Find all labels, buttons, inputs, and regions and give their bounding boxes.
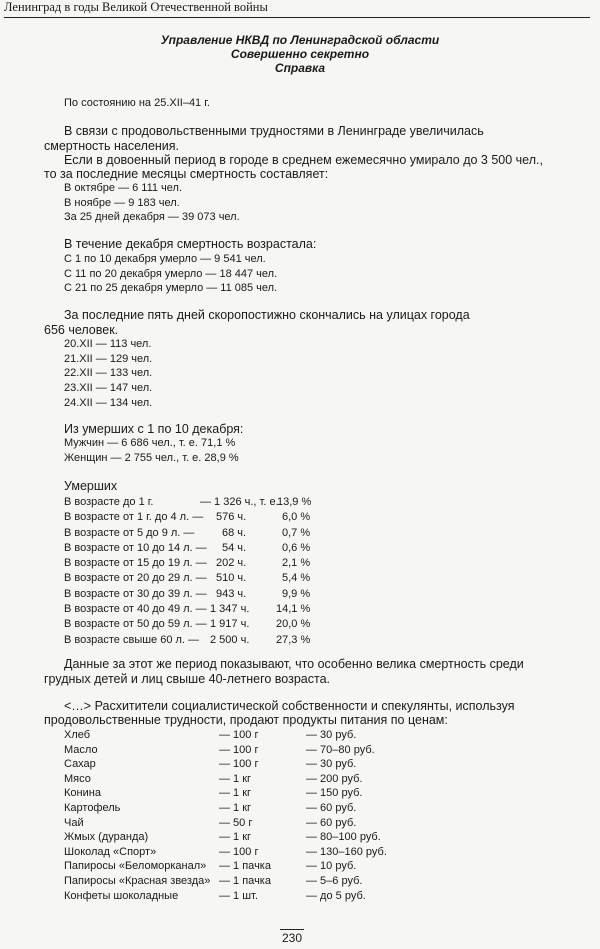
age-label: В возрасте от 1 г. до 4 л. — [64, 511, 204, 524]
table-row [64, 633, 324, 648]
price-qty: — 100 г [219, 845, 259, 858]
age-label: В возрасте от 30 до 39 л. — [64, 587, 207, 600]
price-item: Мясо [64, 772, 91, 785]
price-item: Конфеты шоколадные [64, 889, 179, 902]
price-item: Конина [64, 787, 101, 800]
age-label: В возрасте от 50 до 59 л. — [64, 618, 207, 631]
profiteers-para-line1: <…> Расхитители социалистической собственности и спекулянты, используя [64, 699, 515, 713]
price-qty: — 100 г [219, 743, 259, 756]
list-item: 21.XII — 129 чел. [64, 352, 153, 365]
page-number: 230 [281, 931, 303, 945]
title-nkvd: Управление НКВД по Ленинградской области [160, 33, 440, 47]
age-label: В возрасте от 15 до 19 л. — [64, 557, 207, 570]
streets-para-line1: За последние пять дней скоропостижно скончались на улицах города [64, 308, 470, 322]
list-item: С 1 по 10 декабря умерло — 9 541 чел. [64, 253, 266, 265]
list-item: 20.XII — 113 чел. [64, 338, 152, 350]
price-value: — 5–6 руб. [306, 874, 363, 887]
age-count: 2 500 ч. [210, 633, 250, 646]
age-count: 54 ч. [222, 541, 247, 554]
title-spravka: Справка [274, 61, 326, 75]
age-count: 943 ч. [216, 587, 247, 600]
list-item: 22.XII — 133 чел. [64, 367, 153, 380]
data-para-line2: грудных детей и лиц свыше 40-летнего возраста. [44, 672, 331, 686]
table-row [64, 587, 324, 602]
age-pct: 0,7 % [282, 526, 311, 539]
list-item: Мужчин — 6 686 чел., т. е. 71,1 % [64, 437, 236, 449]
para1-line2: смертность населения. [44, 139, 180, 153]
age-count: 202 ч. [216, 557, 247, 570]
running-head: Ленинград в годы Великой Отечественной войны [4, 0, 590, 18]
december-heading: В течение декабря смертность возрастала: [64, 237, 317, 251]
price-item: Сахар [64, 758, 96, 771]
monthly-deaths-list [64, 181, 240, 225]
price-item: Папиросы «Беломорканал» [64, 860, 207, 873]
price-value: — 60 руб. [306, 801, 357, 814]
age-pct: 2,1 % [282, 557, 311, 570]
price-qty: — 50 г [219, 816, 253, 829]
price-item: Шоколад «Спорт» [64, 845, 157, 858]
price-value: — 150 руб. [306, 787, 363, 800]
list-item: В октябре — 6 111 чел. [64, 182, 182, 194]
table-row [64, 571, 324, 586]
para2-line2: то за последние месяцы смертность составляет: [44, 167, 329, 181]
streets-para-line2: 656 человек. [44, 323, 119, 337]
age-count: 68 ч. [222, 526, 247, 539]
age-pct: 9,9 % [282, 587, 311, 600]
price-value: — 130–160 руб. [306, 845, 387, 858]
price-qty: — 1 пачка [219, 874, 271, 887]
price-value: — 70–80 руб. [306, 743, 375, 756]
table-row [64, 495, 324, 510]
age-pct: 5,4 % [282, 572, 311, 585]
price-qty: — 1 шт. [219, 889, 258, 902]
price-qty: — 1 кг [219, 801, 252, 814]
age-pct: 14,1 % [276, 603, 311, 616]
age-count: 576 ч. [216, 511, 247, 524]
age-count: — 1 326 ч., т. е. [200, 496, 279, 508]
list-item: С 21 по 25 декабря умерло — 11 085 чел. [64, 282, 278, 295]
price-value: — 10 руб. [306, 860, 357, 873]
price-item: Хлеб [64, 729, 91, 741]
age-label: В возрасте от 20 до 29 л. — [64, 572, 207, 585]
price-value: — 30 руб. [306, 729, 357, 741]
list-item: 24.XII — 134 чел. [64, 396, 153, 409]
list-item: С 11 по 20 декабря умерло — 18 447 чел. [64, 267, 278, 280]
price-qty: — 1 кг [219, 787, 252, 800]
title-secret: Совершенно секретно [230, 47, 370, 61]
para2-line1: Если в довоенный период в городе в среднем ежемесячно умирало до 3 500 чел., [64, 153, 543, 167]
age-table [64, 495, 324, 648]
list-item: За 25 дней декабря — 39 073 чел. [64, 211, 240, 224]
age-count: 510 ч. [216, 572, 247, 585]
table-row [64, 510, 324, 525]
profiteers-para-line2: продовольственные трудности, продают продукты питания по ценам: [44, 713, 448, 727]
price-value: — 60 руб. [306, 816, 357, 829]
age-pct: 6,0 % [282, 511, 311, 524]
age-pct: 0,6 % [282, 541, 311, 554]
gender-list [64, 436, 239, 465]
gender-heading: Из умерших с 1 по 10 декабря: [64, 422, 244, 436]
document-titles [0, 33, 600, 75]
price-qty: — 1 кг [219, 772, 252, 785]
age-count: 1 917 ч. [210, 618, 250, 631]
age-pct: 27,3 % [276, 633, 311, 646]
price-value: — 80–100 руб. [306, 831, 381, 844]
age-label: В возрасте от 5 до 9 л. — [64, 526, 195, 539]
december-deaths-list [64, 252, 277, 296]
price-qty: — 100 г [219, 758, 259, 771]
price-value: — 30 руб. [306, 758, 357, 771]
price-item: Жмых (дуранда) [64, 831, 149, 844]
age-label: В возрасте от 10 до 14 л. — [64, 541, 207, 554]
age-count: 1 347 ч. [210, 603, 250, 616]
para1-line1: В связи с продовольственными трудностями в Ленинграде увеличилась [64, 124, 484, 138]
age-pct: 13,9 % [277, 496, 312, 508]
list-item: Женщин — 2 755 чел., т. е. 28,9 % [64, 451, 239, 464]
table-row [64, 617, 324, 632]
price-qty: — 1 пачка [219, 860, 271, 873]
price-value: — 200 руб. [306, 772, 363, 785]
street-deaths-list [64, 337, 152, 411]
price-item: Картофель [64, 801, 121, 814]
age-pct: 20,0 % [276, 618, 311, 631]
data-para-line1: Данные за этот же период показывают, что особенно велика смертность среди [64, 657, 524, 671]
table-row [64, 541, 324, 556]
list-item: 23.XII — 147 чел. [64, 382, 153, 395]
table-row [64, 602, 324, 617]
price-qty: — 1 кг [219, 831, 252, 844]
age-label: В возрасте от 40 до 49 л. — [64, 603, 207, 616]
table-row [64, 556, 324, 571]
list-item: В ноябре — 9 183 чел. [64, 196, 180, 209]
age-heading: Умерших [64, 479, 118, 493]
table-row [64, 526, 324, 541]
price-item: Чай [64, 816, 84, 829]
price-item: Папиросы «Красная звезда» [64, 874, 211, 887]
age-label: В возрасте свыше 60 л. — [64, 633, 200, 646]
price-item: Масло [64, 743, 98, 756]
price-qty: — 100 г [219, 729, 259, 741]
age-label: В возрасте до 1 г. [64, 496, 154, 508]
price-value: — до 5 руб. [306, 889, 366, 902]
date-line: По состоянию на 25.XII–41 г. [64, 97, 210, 109]
